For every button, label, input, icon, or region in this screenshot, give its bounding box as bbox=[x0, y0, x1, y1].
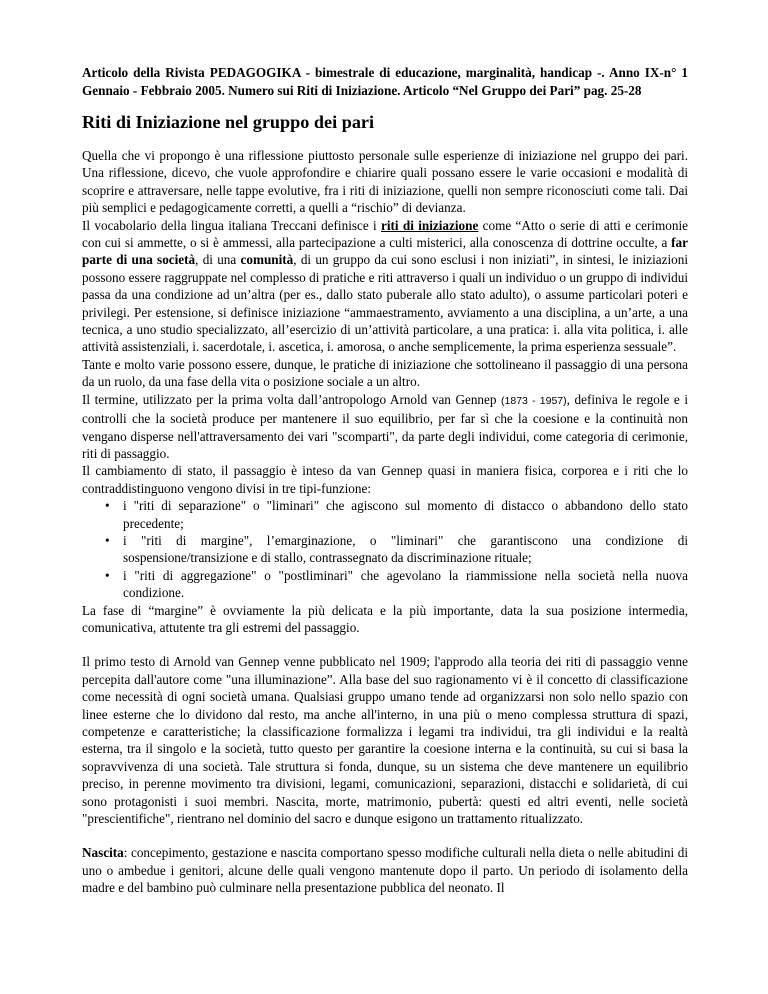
article-title: Riti di Iniziazione nel gruppo dei pari bbox=[82, 112, 375, 132]
paragraph-cambiamento: Il cambiamento di stato, il passaggio è inteso da van Gennep quasi in maniera fisica, corporea e i riti che lo contraddistinguono vengono divisi in tre tipi-funzione: bbox=[82, 463, 688, 496]
text-run: come “Atto o serie di atti e cerimonie con cui si ammette, o si è ammessi, alla partecipazione a culti misterici, alla conoscenza di dottrine occulte, a bbox=[82, 217, 688, 251]
list-item bbox=[82, 567, 688, 602]
list-item bbox=[82, 497, 688, 532]
paragraph-van-gennep bbox=[82, 391, 688, 463]
bullet-icon: • bbox=[105, 532, 110, 548]
term-nascita: Nascita bbox=[82, 845, 124, 861]
paragraph-margine: La fase di “margine” è ovviamente la più delicata e la più importante, data la sua posizione intermedia, comunicativa, attutente tra gli estremi del passaggio. bbox=[82, 602, 688, 635]
list-item-text: i "riti di separazione" o "liminari" che agiscono sul momento di distacco o abbandono dello stato precedente; bbox=[123, 498, 688, 531]
article-header: Articolo della Rivista PEDAGOGIKA - bimestrale di educazione, marginalità, handicap -. Anno IX-n° 1 Gennaio - Febbraio 2005. Numero sui Riti di Iniziazione. Articolo “Nel Gruppo dei Pari” pag. 25-28 bbox=[82, 65, 688, 98]
list-item bbox=[82, 532, 688, 567]
list-item-text: i "riti di aggregazione" o "postliminari" che agevolano la riammissione nella società nella nuova condizione. bbox=[123, 567, 688, 601]
list-item-text: i "riti di margine", l’emarginazione, o "liminari" che garantiscono una condizione di sospensione/transizione e di stallo, contrassegnato da discriminazione rituale; bbox=[123, 532, 688, 566]
dates-van-gennep: (1873 - 1957) bbox=[501, 394, 567, 407]
text-run: Il vocabolario della lingua italiana Treccani definisce i bbox=[82, 217, 382, 233]
text-run: , di una bbox=[195, 252, 241, 268]
bullet-icon: • bbox=[105, 567, 110, 583]
text-run: , definiva le regole e i controlli che la società produce per mantenere il suo equilibrio, per far sì che la coesione e la continuità non vengano disperse nell'attraversamento dei vari "scomparti", da parte degli individui, come categoria di cerimonie, riti di passaggio. bbox=[82, 391, 688, 461]
term-comunita: comunità bbox=[240, 252, 294, 268]
bullet-icon: • bbox=[105, 498, 110, 514]
text-run: , di un gruppo da cui sono esclusi i non iniziati”, in sintesi, le iniziazioni possono essere raggruppate nel complesso di pratiche e riti attraverso i quali un individuo o un gruppo di individui passa da una condizione ad un’altra (per es., dallo stato puberale allo stato adulto), o assume particolari poteri e privilegi. Per estensione, si definisce iniziazione “ammaestramento, avviamento a una disciplina, a un’arte, a una tecnica, a uno studio specializzato, all’esercizio di un’attività particolare, a una pratica: i. alla vita politica, i. alle attività assistenziali, i. sacerdotale, i. ascetica, i. amorosa, o anche semplicemente, la prima esperienza sessuale”. bbox=[82, 252, 688, 355]
paragraph-primo-testo: Il primo testo di Arnold van Gennep venne pubblicato nel 1909; l'approdo alla teoria dei riti di passaggio venne percepita dall'autore come "una illuminazione”. Alla base del suo ragionamento vi è il concetto di classificazione come necessità di ogni società umana. Qualsiasi gruppo umano tende ad organizzarsi non solo nello spazio con linee esterne che lo dividono dal resto, ma anche all'interno, in una più o meno complessa struttura di spazi, competenze e caratteristiche; la classificazione formalizza i legami tra individui, tra gli individui e la realtà esterna, tra il singolo e la società, tutto questo per garantire la coesione interna e la continuità, su cui si basa la sopravvivenza di una società. Tale struttura si fonda, dunque, su un sistema che deve mantenere un equilibrio preciso, in perenne movimento tra divisioni, legami, comunicazioni, separazioni, distacchi e solidarietà, di cui sono protagonisti i suoi membri. Nascita, morte, matrimonio, pubertà: questi ed altri eventi, nelle società "prescientifiche", rientrano nel dominio del sacro e dunque esigono un trattamento ritualizzato. bbox=[82, 654, 688, 827]
paragraph-intro: Quella che vi propongo è una riflessione piuttosto personale sulle esperienze di iniziazione nel gruppo dei pari. Una riflessione, dicevo, che vuole approfondire e chiarire quali possano essere le varie occasioni e modalità di scoprire e attraversare, nelle tappe evolutive, fra i riti di iniziazione, quelli non sempre riconosciuti come tali. Dai più semplici e pedagogicamente corretti, a quelli a “rischio” di devianza. bbox=[82, 148, 688, 216]
term-riti-di-iniziazione: riti di iniziazione bbox=[381, 217, 479, 233]
text-run: Il termine, utilizzato per la prima volta dall’antropologo Arnold van Gennep bbox=[82, 391, 502, 407]
paragraph-pratiche: Tante e molto varie possono essere, dunque, le pratiche di iniziazione che sottolineano il passaggio di una persona da un ruolo, da una fase della vita o posizione sociale a un altro. bbox=[82, 356, 688, 390]
bullet-list-riti bbox=[82, 497, 688, 601]
text-run: : concepimento, gestazione e nascita comportano spesso modifiche culturali nella dieta o nelle abitudini di uno o ambedue i genitori, alcune delle quali vengono mantenute dopo il parto. Un periodo di isolamento della madre e del bambino può culminare nella presentazione pubblica del neonato. Il bbox=[82, 845, 688, 896]
paragraph-nascita bbox=[82, 844, 688, 896]
document-page bbox=[82, 64, 688, 897]
term-far-parte-societa: far parte di una società bbox=[82, 235, 688, 268]
paragraph-treccani bbox=[82, 217, 688, 356]
